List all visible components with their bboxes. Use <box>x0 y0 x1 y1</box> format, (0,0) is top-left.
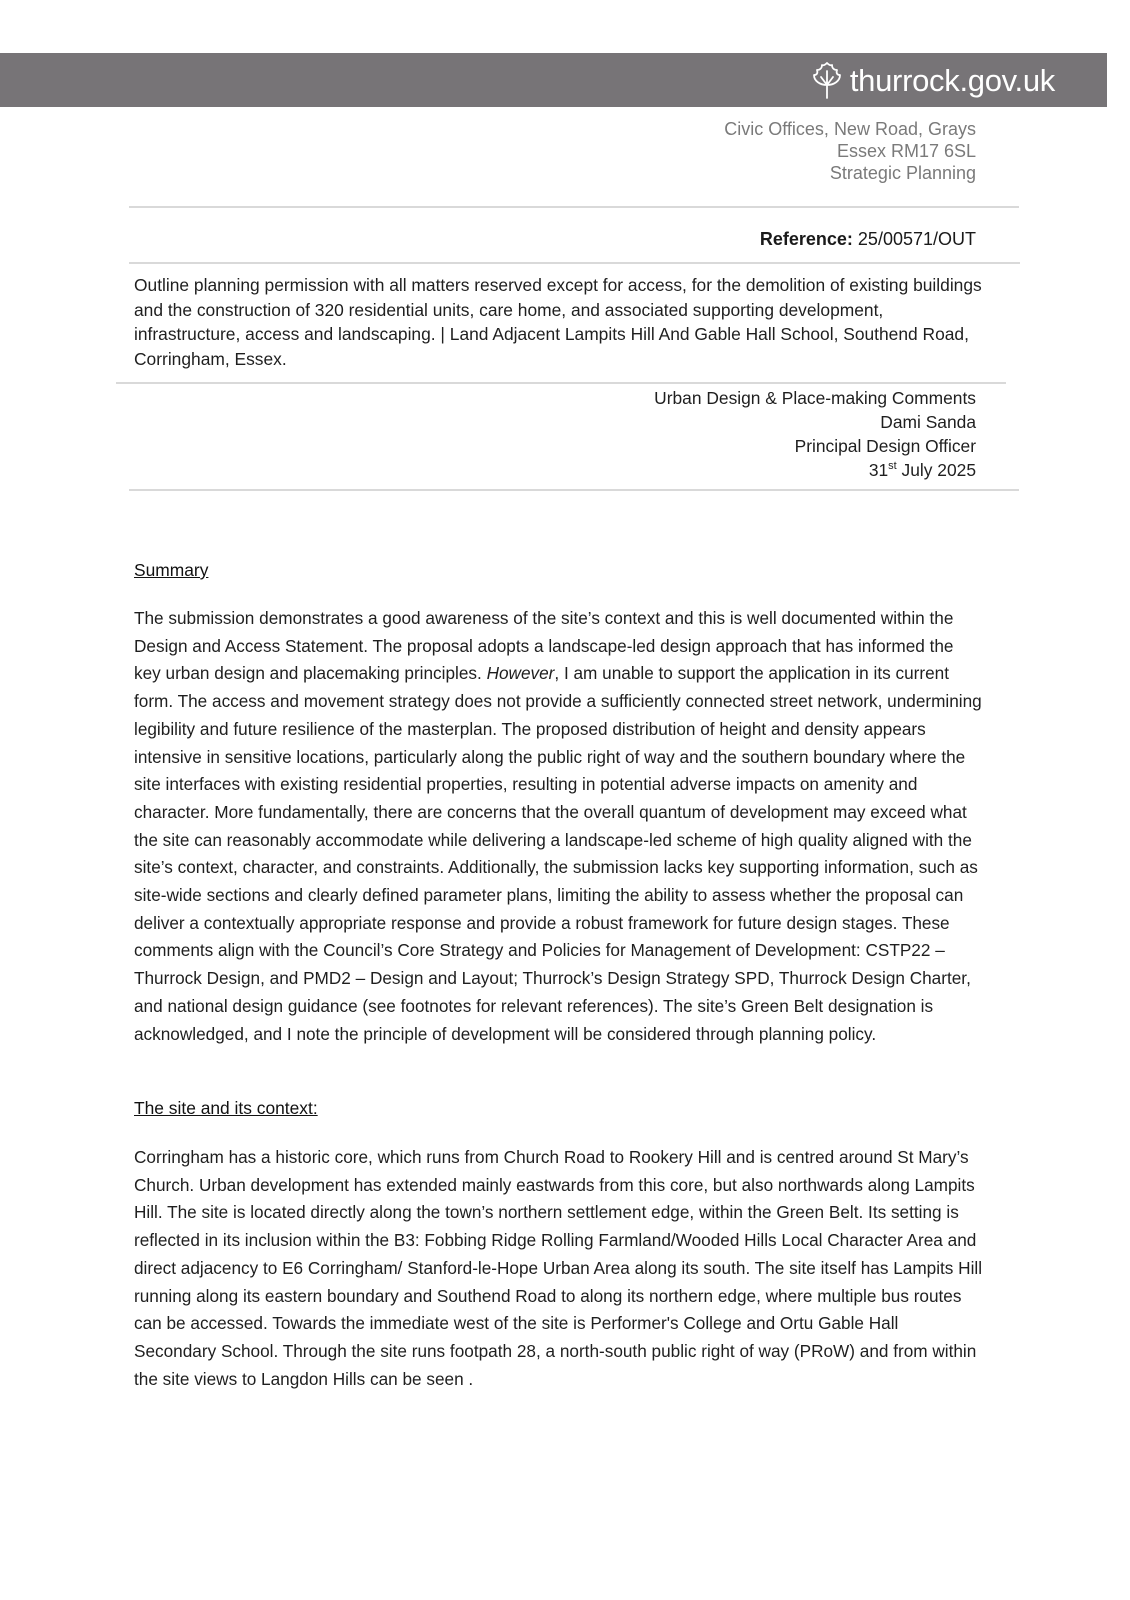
oak-leaf-icon <box>810 61 844 101</box>
address-line: Strategic Planning <box>829 163 976 183</box>
summary-heading: Summary <box>134 560 209 580</box>
comment-date: 31st July 2025 <box>868 460 976 480</box>
comment-title: Urban Design & Place-making Comments <box>654 388 976 408</box>
brand-logo[interactable] <box>810 61 1055 101</box>
council-address <box>724 118 976 184</box>
header-banner <box>0 53 1107 107</box>
brand-name: thurrock.gov.uk <box>849 63 1055 98</box>
address-line: Essex RM17 6SL <box>836 141 976 161</box>
divider <box>129 489 1019 491</box>
author-name: Dami Sanda <box>880 412 976 432</box>
divider <box>116 382 1006 384</box>
address-line: Civic Offices, New Road, Grays <box>724 119 976 139</box>
reference-number: 25/00571/OUT <box>852 229 976 249</box>
author-block <box>654 386 976 482</box>
application-description: Outline planning permission with all matters reserved except for access, for the demolition of existing buildings and the construction of 320 residential units, care home, and associated supporting development, infrastructure, access and landscaping. | Land Adjacent Lampits Hill And Gable Hall School, Southend Road, Corringham, Essex. <box>134 275 982 369</box>
reference-label: Reference: <box>759 229 853 249</box>
site-context-heading: The site and its context: <box>134 1098 318 1118</box>
site-context-paragraph: Corringham has a historic core, which runs from Church Road to Rookery Hill and is centred around St Mary’s Church. Urban development has extended mainly eastwards from this core, but also northwards along Lampits Hill. The site is located directly along the town’s northern settlement edge, within the Green Belt. Its setting is reflected in its inclusion within the B3: Fobbing Ridge Rolling Farmland/Wooded Hills Local Character Area and direct adjacency to E6 Corringham/ Stanford-le-Hope Urban Area along its south. The site itself has Lampits Hill running along its eastern boundary and Southend Road to along its northern edge, where multiple bus routes can be accessed. Towards the immediate west of the site is Performer's College and Ortu Gable Hall Secondary School. Through the site runs footpath 28, a north-south public right of way (PRoW) and from within the site views to Langdon Hills can be seen . <box>134 1147 983 1389</box>
divider <box>129 262 1020 264</box>
summary-paragraph: The submission demonstrates a good awareness of the site’s context and this is well documented within the Design and Access Statement. The proposal adopts a landscape-led design approach that has informed the key urban design and placemaking principles. However, I am unable to support the application in its current form. The access and movement strategy does not provide a sufficiently connected street network, undermining legibility and future resilience of the masterplan. The proposed distribution of height and density appears intensive in sensitive locations, particularly along the public right of way and the southern boundary where the site interfaces with existing residential properties, resulting in potential adverse impacts on amenity and character. More fundamentally, there are concerns that the overall quantum of development may exceed what the site can reasonably accommodate while delivering a landscape-led scheme of high quality aligned with the site’s context, character, and constraints. Additionally, the submission lacks key supporting information, such as site-wide sections and clearly defined parameter plans, limiting the ability to assess whether the proposal can deliver a contextually appropriate response and provide a robust framework for future design stages. These comments align with the Council’s Core Strategy and Policies for Management of Development: CSTP22 – Thurrock Design, and PMD2 – Design and Layout; Thurrock’s Design Strategy SPD, Thurrock Design Charter, and national design guidance (see footnotes for relevant references). The site’s Green Belt designation is acknowledged, and I note the principle of development will be considered through planning policy. <box>134 608 982 1044</box>
author-role: Principal Design Officer <box>794 436 976 456</box>
reference-line <box>760 228 976 250</box>
divider <box>129 206 1019 208</box>
